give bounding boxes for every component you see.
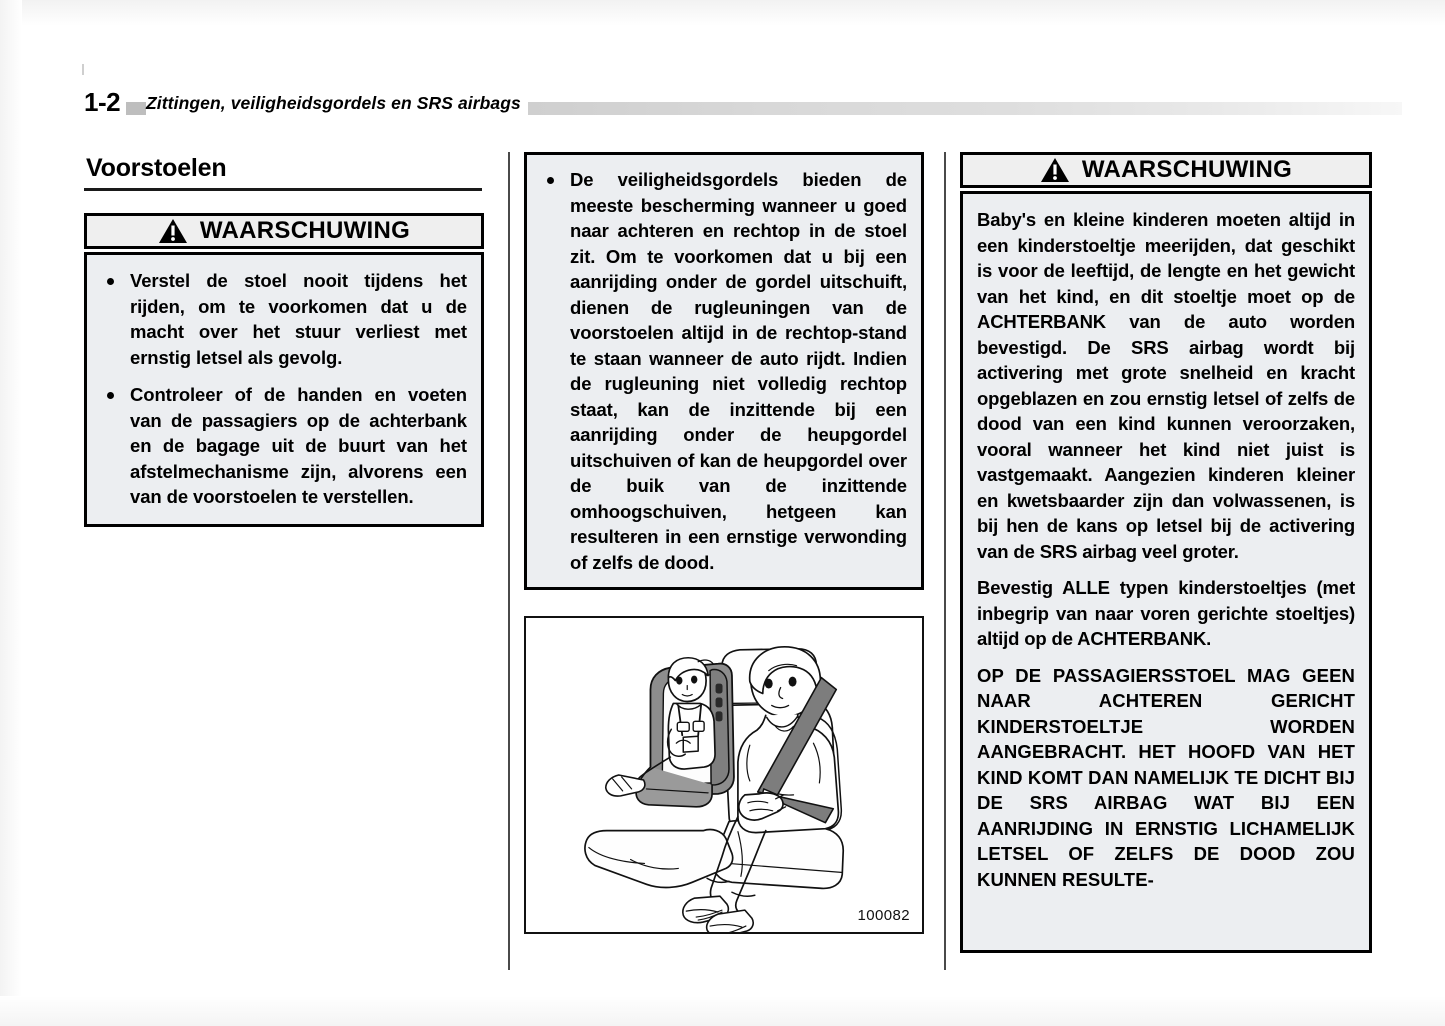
warning-triangle-icon: [158, 218, 188, 244]
list-item: De veiligheidsgordels bieden de meeste bescherming wanneer u goed naar achteren en rechtop in de stoel zit. Om te voorkomen dat u bij een aanrijding onder de gordel uitschuift, dienen de rugleuningen van de voorstoelen altijd in de rechtop-stand te staan wanneer de auto rijdt. Indien de rugleuning niet volledig rechtop staat, kan de inzittende bij een aanrijding onder de heupgordel uitschuiven of kan de heupgordel over de buik van de inzittende omhoogschuiven, hetgeen kan resulteren in een ernstige verwonding of zelfs de dood.: [541, 167, 907, 575]
seatbelt-warning-body: [524, 152, 924, 590]
warning-body: [84, 252, 484, 527]
warning-label: WAARSCHUWING: [199, 217, 411, 244]
warning-box-front-seats: [84, 213, 484, 527]
child-seat-figure-svg: [526, 618, 922, 932]
running-title: Zittingen, veiligheidsgordels en SRS airbags: [146, 89, 528, 117]
column-divider-right: [944, 152, 946, 970]
scan-edge-left: [0, 0, 22, 1026]
scan-speck: [82, 64, 84, 75]
figure-id: 100082: [857, 907, 910, 924]
scan-edge-bottom: [0, 996, 1445, 1026]
warning-label: WAARSCHUWING: [1081, 156, 1293, 183]
warning-paragraph: OP DE PASSAGIERSSTOEL MAG GEEN NAAR ACHTEREN GERICHT KINDERSTOELTJE WORDEN AANGEBRACHT. HET HOOFD VAN HET KIND KOMT DAN NAMELIJK TE DICHT BIJ DE SRS AIRBAG WAT BIJ EEN AANRIJDING IN ERNSTIG LICHAMELIJK LETSEL OF ZELFS DE DOOD ZOU KUNNEN RESULTE-: [977, 664, 1355, 890]
warning-header: [84, 213, 484, 249]
column-one: [84, 152, 484, 527]
column-two: [524, 152, 924, 934]
warning-paragraph: Bevestig ALLE typen kinderstoeltjes (met inbegrip van naar voren gerichte stoeltjes) altijd op de ACHTERBANK.: [977, 577, 1355, 649]
heading-rule: [84, 188, 482, 191]
page-title: Voorstoelen: [86, 154, 227, 182]
warning-body: [960, 191, 1372, 953]
page-number: 1-2: [84, 86, 126, 118]
warning-paragraph: Baby's en kleine kinderen moeten altijd in een kinderstoeltje meerijden, dat geschikt is voor de leeftijd, de lengte en het gewicht van het kind, en dit stoeltje moet op de ACHTERBANK van de auto worden bevestigd. De SRS airbag wordt bij activering met grote snelheid en kracht opgeblazen en zou ernstig letsel of zelfs de dood van een kind kunnen veroorzaken, vooral wanneer het kind niet juist is vastgemaakt. Aangezien kinderen kleiner en kwetsbaarder zijn dan volwassenen, is bij hen de kans op letsel bij de activering van de SRS airbag veel groter.: [977, 209, 1355, 562]
scan-edge-top: [0, 0, 1445, 26]
list-item: Controleer of de handen en voeten van de passagiers op de achterbank en de bagage uit de buurt van het afstelmechanisme zijn, alvorens een van de voorstoelen te verstellen.: [101, 382, 467, 510]
warning-bullet-list: [101, 268, 467, 510]
column-three: [960, 152, 1372, 953]
warning-triangle-icon: [1040, 157, 1070, 183]
warning-box-child-restraint: [960, 152, 1372, 953]
column-divider-left: [508, 152, 510, 970]
list-item: Verstel de stoel nooit tijdens het rijden, om te voorkomen dat u de macht over het stuur verliest met ernstig letsel als gevolg.: [101, 268, 467, 370]
child-seat-illustration: [524, 616, 924, 934]
warning-header: [960, 152, 1372, 188]
page-header: [84, 86, 1404, 118]
warning-bullet-list: [541, 167, 907, 575]
